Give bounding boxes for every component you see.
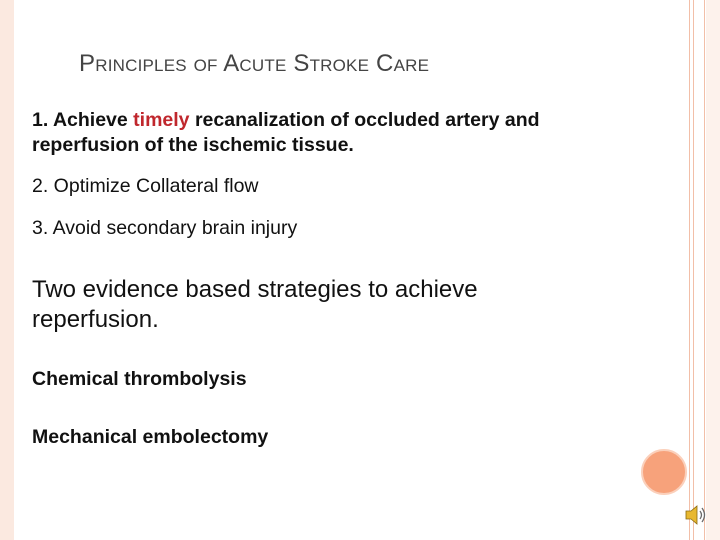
principle-2: 2. Optimize Collateral flow <box>32 175 259 197</box>
title-word-part: cute <box>239 50 294 77</box>
title-word-part: rinciples of <box>95 50 224 77</box>
principle-1-prefix: 1. Achieve <box>32 109 134 131</box>
strategies-heading-line1: Two evidence based strategies to achieve <box>32 276 478 303</box>
principle-1-suffix: recanalization of occluded artery and <box>189 109 540 131</box>
strategies-heading <box>32 275 478 335</box>
title-initial-p: P <box>79 50 96 77</box>
right-border-line <box>693 0 694 540</box>
principle-1 <box>32 108 540 158</box>
principle-1-line2: reperfusion of the ischemic tissue. <box>32 134 354 156</box>
principle-1-highlight: timely <box>133 109 190 131</box>
slide-title <box>79 50 429 78</box>
title-word-part: troke <box>309 50 377 77</box>
strategy-chemical: Chemical thrombolysis <box>32 368 247 390</box>
principle-3: 3. Avoid secondary brain injury <box>32 217 298 239</box>
speaker-icon[interactable] <box>682 502 708 528</box>
left-border-bar <box>0 0 14 540</box>
decorative-circle <box>641 449 687 495</box>
strategy-mechanical: Mechanical embolectomy <box>32 426 269 448</box>
title-initial-s: S <box>293 50 310 77</box>
title-word-part: are <box>393 50 430 77</box>
strategies-heading-line2: reperfusion. <box>32 306 159 333</box>
right-border-line <box>704 0 705 540</box>
title-initial-c: C <box>376 50 394 77</box>
right-border-line <box>689 0 690 540</box>
title-initial-a: A <box>223 50 240 77</box>
right-border-band <box>706 0 720 540</box>
